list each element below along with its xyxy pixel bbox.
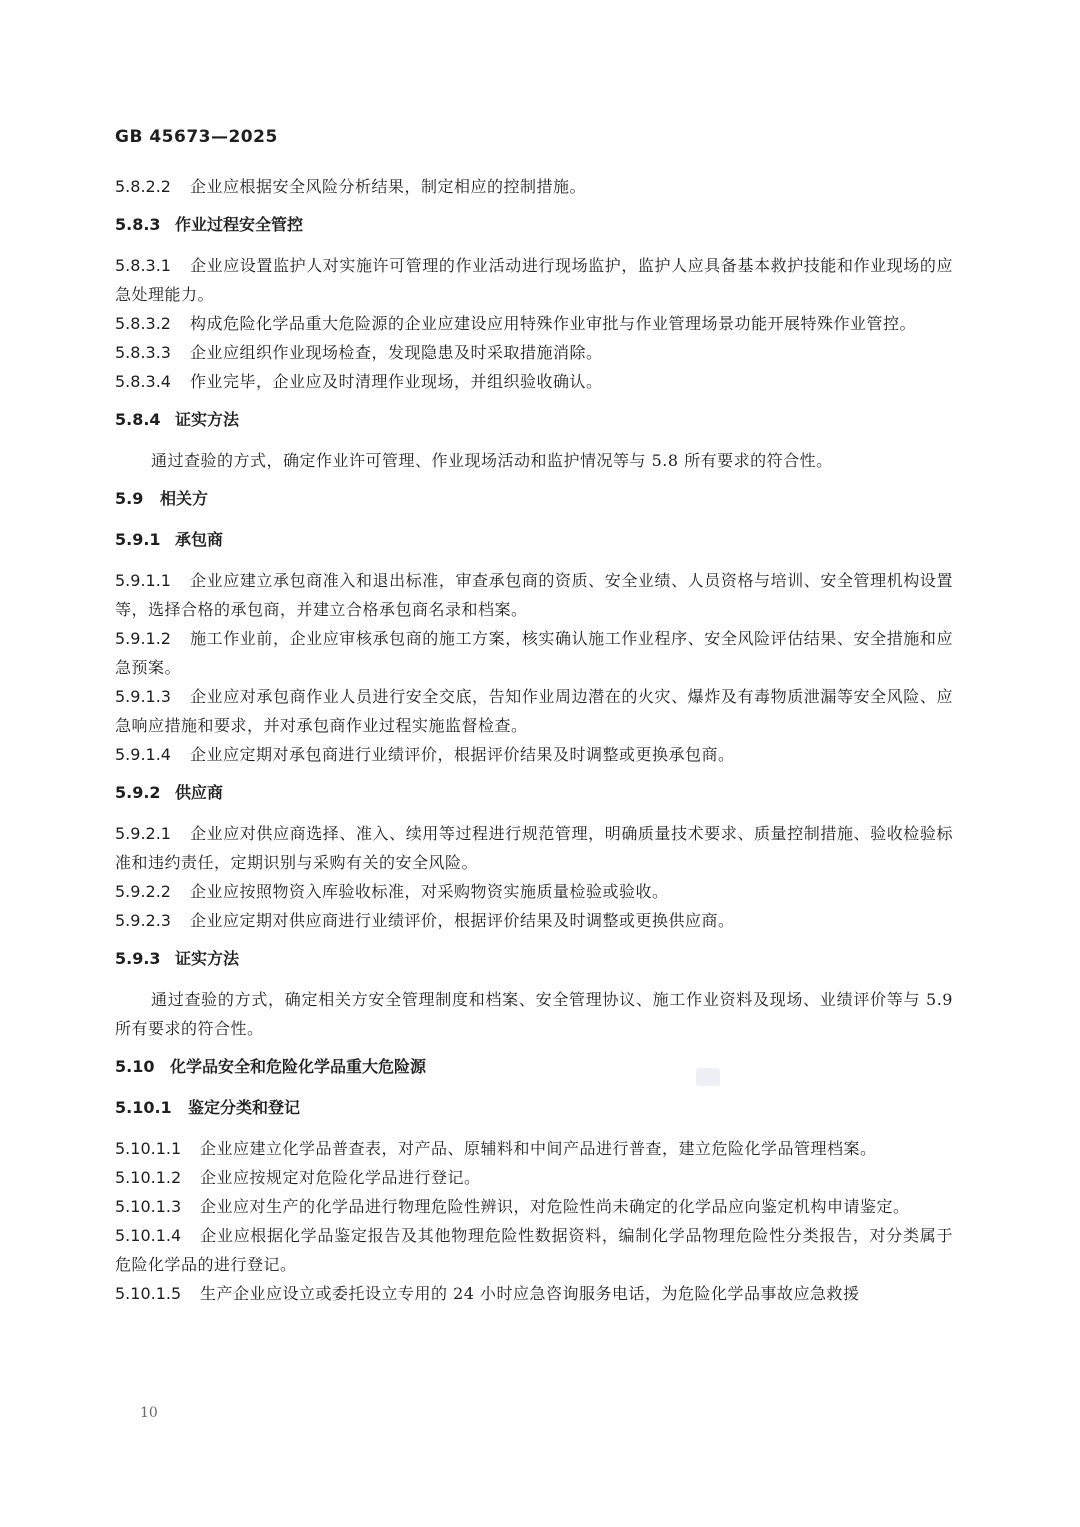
clause-paragraph: [115, 338, 953, 367]
section-number: 5.8.4: [115, 410, 161, 429]
section-heading: [115, 944, 953, 973]
section-heading: [115, 484, 953, 513]
clause-paragraph: [115, 1279, 953, 1308]
section-number: 5.9.2: [115, 783, 161, 802]
clause-text: 企业应定期对承包商进行业绩评价，根据评价结果及时调整或更换承包商。: [190, 745, 735, 764]
standard-code: GB 45673—2025: [115, 127, 278, 147]
clause-paragraph: [115, 906, 953, 935]
clause-paragraph: [115, 566, 953, 624]
section-title: 鉴定分类和登记: [188, 1098, 301, 1117]
clause-paragraph: [115, 877, 953, 906]
clause-number: 5.10.1.4: [115, 1226, 182, 1245]
clause-number: 5.9.2.1: [115, 824, 171, 843]
clause-text: 生产企业应设立或委托设立专用的 24 小时应急咨询服务电话，为危险化学品事故应急救援: [200, 1284, 860, 1303]
clause-text: 企业应设置监护人对实施许可管理的作业活动进行现场监护，监护人应具备基本救护技能和作业现场的应急处理能力。: [115, 256, 953, 304]
section-heading: [115, 210, 953, 239]
clause-paragraph: [115, 309, 953, 338]
clause-number: 5.8.3.3: [115, 343, 171, 362]
clause-paragraph: [115, 819, 953, 877]
section-heading: [115, 405, 953, 434]
page-number: 10: [140, 1405, 158, 1421]
section-number: 5.8.3: [115, 215, 161, 234]
clause-number: 5.8.2.2: [115, 177, 171, 196]
clause-number: 5.9.1.1: [115, 571, 171, 590]
clause-text: 企业应对承包商作业人员进行安全交底，告知作业周边潜在的火灾、爆炸及有毒物质泄漏等安全风险、应急响应措施和要求，并对承包商作业过程实施监督检查。: [115, 687, 953, 735]
clause-number: 5.8.3.1: [115, 256, 171, 275]
clause-number: 5.10.1.5: [115, 1284, 182, 1303]
section-number: 5.9.1: [115, 530, 161, 549]
clause-text: 企业应建立化学品普查表，对产品、原辅料和中间产品进行普查，建立危险化学品管理档案。: [200, 1139, 877, 1158]
clause-number: 5.10.1.2: [115, 1168, 182, 1187]
clause-text: 企业应对供应商选择、准入、续用等过程进行规范管理，明确质量技术要求、质量控制措施、验收检验标准和违约责任，定期识别与采购有关的安全风险。: [115, 824, 953, 872]
clause-text: 企业应组织作业现场检查，发现隐患及时采取措施消除。: [190, 343, 603, 362]
clause-text: 企业应根据安全风险分析结果，制定相应的控制措施。: [190, 177, 587, 196]
clause-paragraph: [115, 172, 953, 201]
clause-number: 5.8.3.4: [115, 372, 171, 391]
section-number: 5.9: [115, 489, 144, 508]
clause-text: 施工作业前，企业应审核承包商的施工方案，核实确认施工作业程序、安全风险评估结果、安全措施和应急预案。: [115, 629, 953, 677]
clause-paragraph: [115, 1221, 953, 1279]
section-number: 5.10: [115, 1057, 155, 1076]
clause-text: 企业应建立承包商准入和退出标准，审查承包商的资质、安全业绩、人员资格与培训、安全管理机构设置等，选择合格的承包商，并建立合格承包商名录和档案。: [115, 571, 953, 619]
verification-paragraph: 通过查验的方式，确定作业许可管理、作业现场活动和监护情况等与 5.8 所有要求的符合性。: [151, 451, 833, 470]
clause-number: 5.10.1.3: [115, 1197, 182, 1216]
clause-paragraph: [115, 251, 953, 309]
section-title: 证实方法: [175, 949, 240, 968]
clause-paragraph: [115, 624, 953, 682]
clause-text: 企业应对生产的化学品进行物理危险性辨识，对危险性尚未确定的化学品应向鉴定机构申请鉴定。: [200, 1197, 910, 1216]
clause-text: 企业应根据化学品鉴定报告及其他物理危险性数据资料，编制化学品物理危险性分类报告，对分类属于危险化学品的进行登记。: [115, 1226, 953, 1274]
section-title: 证实方法: [175, 410, 240, 429]
section-number: 5.9.3: [115, 949, 161, 968]
section-title: 化学品安全和危险化学品重大危险源: [170, 1057, 427, 1076]
clause-number: 5.9.1.3: [115, 687, 171, 706]
document-body: [115, 172, 953, 1308]
clause-number: 5.9.2.3: [115, 911, 171, 930]
clause-text: 构成危险化学品重大危险源的企业应建设应用特殊作业审批与作业管理场景功能开展特殊作业管控。: [190, 314, 917, 333]
clause-paragraph: [115, 1134, 953, 1163]
clause-text: 企业应定期对供应商进行业绩评价，根据评价结果及时调整或更换供应商。: [190, 911, 735, 930]
clause-number: 5.8.3.2: [115, 314, 171, 333]
clause-paragraph: [115, 367, 953, 396]
clause-number: 5.10.1.1: [115, 1139, 182, 1158]
verification-paragraph: 通过查验的方式，确定相关方安全管理制度和档案、安全管理协议、施工作业资料及现场、业绩评价等与 5.9 所有要求的符合性。: [115, 990, 953, 1038]
clause-number: 5.9.1.4: [115, 745, 171, 764]
clause-text: 企业应按照物资入库验收标准，对采购物资实施质量检验或验收。: [190, 882, 669, 901]
section-heading: [115, 1093, 953, 1122]
section-title: 相关方: [160, 489, 209, 508]
section-number: 5.10.1: [115, 1098, 172, 1117]
clause-text: 作业完毕，企业应及时清理作业现场，并组织验收确认。: [190, 372, 603, 391]
section-title: 作业过程安全管控: [175, 215, 304, 234]
section-heading: [115, 1052, 953, 1081]
clause-paragraph: [115, 1163, 953, 1192]
watermark-logo: [696, 1068, 720, 1086]
clause-paragraph: [115, 1192, 953, 1221]
clause-text: 企业应按规定对危险化学品进行登记。: [200, 1168, 481, 1187]
section-title: 供应商: [175, 783, 224, 802]
clause-number: 5.9.2.2: [115, 882, 171, 901]
section-title: 承包商: [175, 530, 224, 549]
clause-number: 5.9.1.2: [115, 629, 171, 648]
clause-paragraph: [115, 682, 953, 740]
clause-paragraph: [115, 740, 953, 769]
section-heading: [115, 778, 953, 807]
section-heading: [115, 525, 953, 554]
